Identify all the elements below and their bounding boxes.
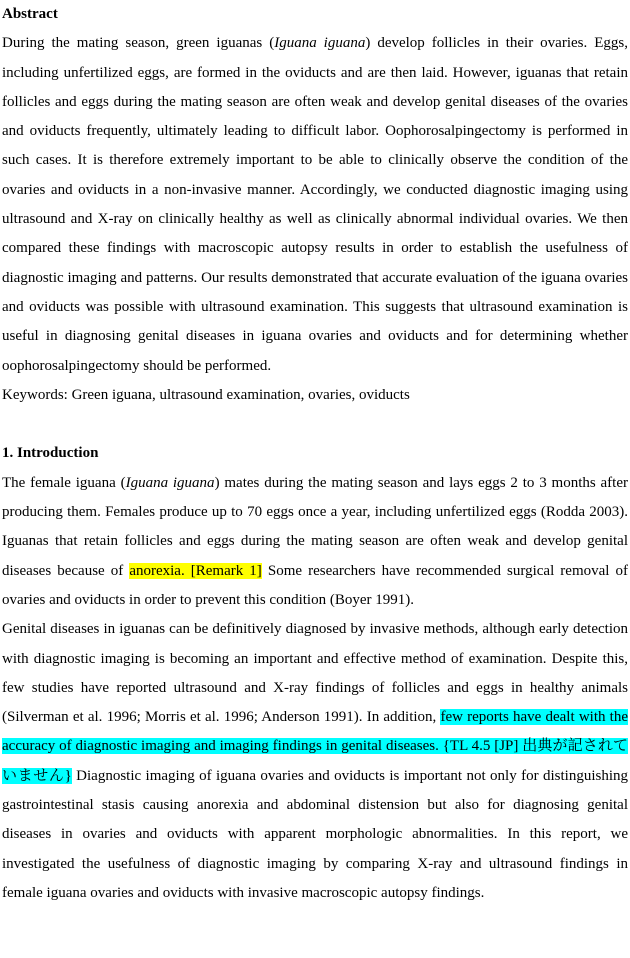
abstract-text-rest: ) develop follicles in their ovaries. Eggs, including unfertilized eggs, are formed in the oviducts and are then laid. However, iguanas that retain follicles and eggs during the mating season are often weak and develop genital diseases of the ovaries and oviducts frequently, ultimately leading to difficult labor. Oophorosalpingectomy is performed in such cases. It is therefore extremely important to be able to clinically observe the condition of the ovaries and oviducts in a non-invasive manner. Accordingly, we conducted diagnostic imaging using ultrasound and X-ray on clinically healthy as well as clinically abnormal individual ovaries. We then compared these findings with macroscopic autopsy results in order to establish the usefulness of diagnostic imaging and patterns. Our results demonstrated that accurate evaluation of the iguana ovaries and oviducts was possible with ultrasound examination. This suggests that ultrasound examination is useful in diagnosing genital diseases in iguana ovaries and oviducts and for determining whether oophorosalpingectomy should be performed.	[2, 35, 628, 374]
translator-comment-highlight[interactable]: few reports have dealt with the accuracy of diagnostic imaging and imaging findings in genital diseases. {TL 4.5 [JP] 出典が記されていません}	[2, 709, 629, 784]
introduction-heading: 1. Introduction	[2, 445, 99, 462]
intro-p1-end: Some researchers have recommended surgical removal of ovaries and oviducts in order to prevent this condition (Boyer 1991).	[2, 562, 629, 608]
intro-p1-middle: ) mates during the mating season and lays eggs 2 to 3 months after producing them. Females produce up to 70 eggs once a year, including unfertilized eggs (Rodda 2003). Iguanas that retain follicles and eggs during the mating season are often weak and develop genital diseases because of	[2, 474, 628, 579]
introduction-paragraph-2	[2, 615, 628, 908]
abstract-heading: Abstract	[2, 6, 58, 22]
intro-p1-start: The female iguana (	[2, 474, 126, 491]
remark-highlight[interactable]: anorexia. [Remark 1]	[129, 562, 262, 579]
abstract-text-start: During the mating season, green iguanas (	[2, 35, 275, 52]
introduction-paragraph-1	[2, 469, 628, 615]
abstract-paragraph	[2, 29, 628, 381]
species-name: Iguana iguana	[274, 35, 366, 52]
species-name: Iguana iguana	[125, 474, 215, 491]
intro-p2-end: Diagnostic imaging of iguana ovaries and oviducts is important not only for distinguishing gastrointestinal stasis causing anorexia and abdominal distension but also for diagnosing genital diseases in ovaries and oviducts with apparent morphologic abnormalities. In this report, we investigated the usefulness of diagnostic imaging by comparing X-ray and ultrasound findings in female iguana ovaries and oviducts with invasive macroscopic autopsy findings.	[2, 767, 628, 901]
intro-p2-start: Genital diseases in iguanas can be definitively diagnosed by invasive methods, although early detection with diagnostic imaging is becoming an important and effective method of examination. Despite this, few studies have reported ultrasound and X-ray findings of follicles and eggs in healthy animals (Silverman et al. 1996; Morris et al. 1996; Anderson 1991). In addition,	[2, 621, 628, 726]
keywords-line: Keywords: Green iguana, ultrasound examination, ovaries, oviducts	[2, 386, 410, 403]
section-spacer	[2, 410, 628, 439]
